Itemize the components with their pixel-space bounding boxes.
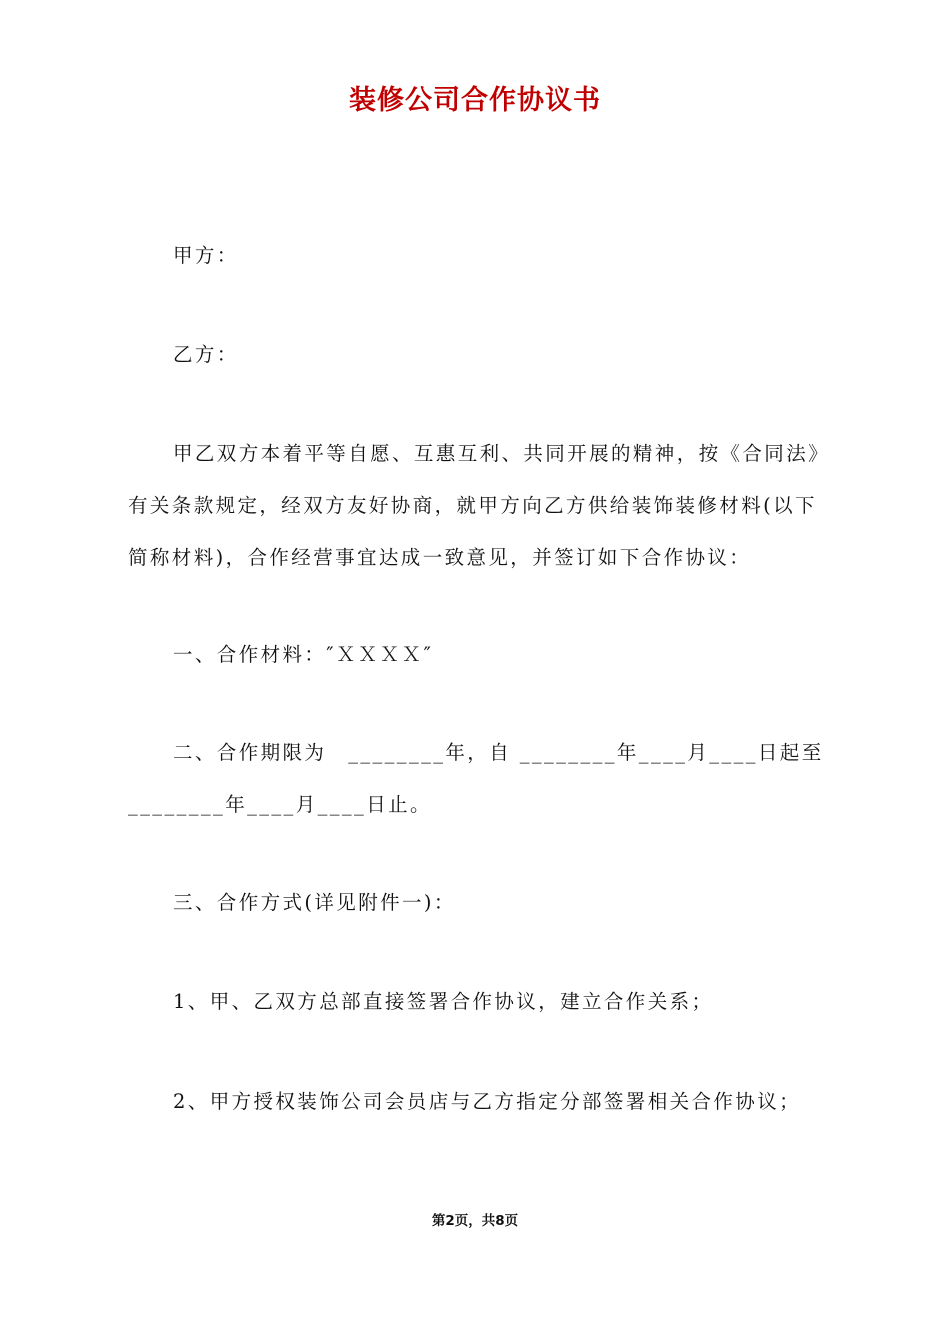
- party-a-label: 甲方：: [173, 244, 239, 267]
- clause-method: 三、合作方式(详见附件一)：: [173, 891, 456, 914]
- intro-line: 甲乙双方本着平等自愿、互惠互利、共同开展的精神，按《合同法》: [173, 442, 831, 465]
- document-title: 装修公司合作协议书: [349, 85, 601, 116]
- clause-term-line: 二、合作期限为 ________年，自 ________年____月____日起至: [173, 741, 824, 764]
- clause-term-line: ________年____月____日止。: [128, 793, 432, 816]
- method-item-1: 1、甲、乙双方总部直接签署合作协议，建立合作关系；: [173, 990, 714, 1013]
- method-item-2: 2、甲方授权装饰公司会员店与乙方指定分部签署相关合作协议；: [173, 1090, 802, 1113]
- intro-line: 有关条款规定，经双方友好协商，就甲方向乙方供给装饰装修材料(以下: [128, 494, 817, 517]
- intro-paragraph: [128, 428, 838, 584]
- page-number: 第2页，共8页: [431, 1213, 519, 1229]
- party-b-label: 乙方：: [173, 343, 239, 366]
- clause-term: [128, 727, 838, 831]
- intro-line: 简称材料)，合作经营事宜达成一致意见，并签订如下合作协议：: [128, 546, 752, 569]
- clause-materials: 一、合作材料：″ＸＸＸＸ″: [173, 643, 434, 666]
